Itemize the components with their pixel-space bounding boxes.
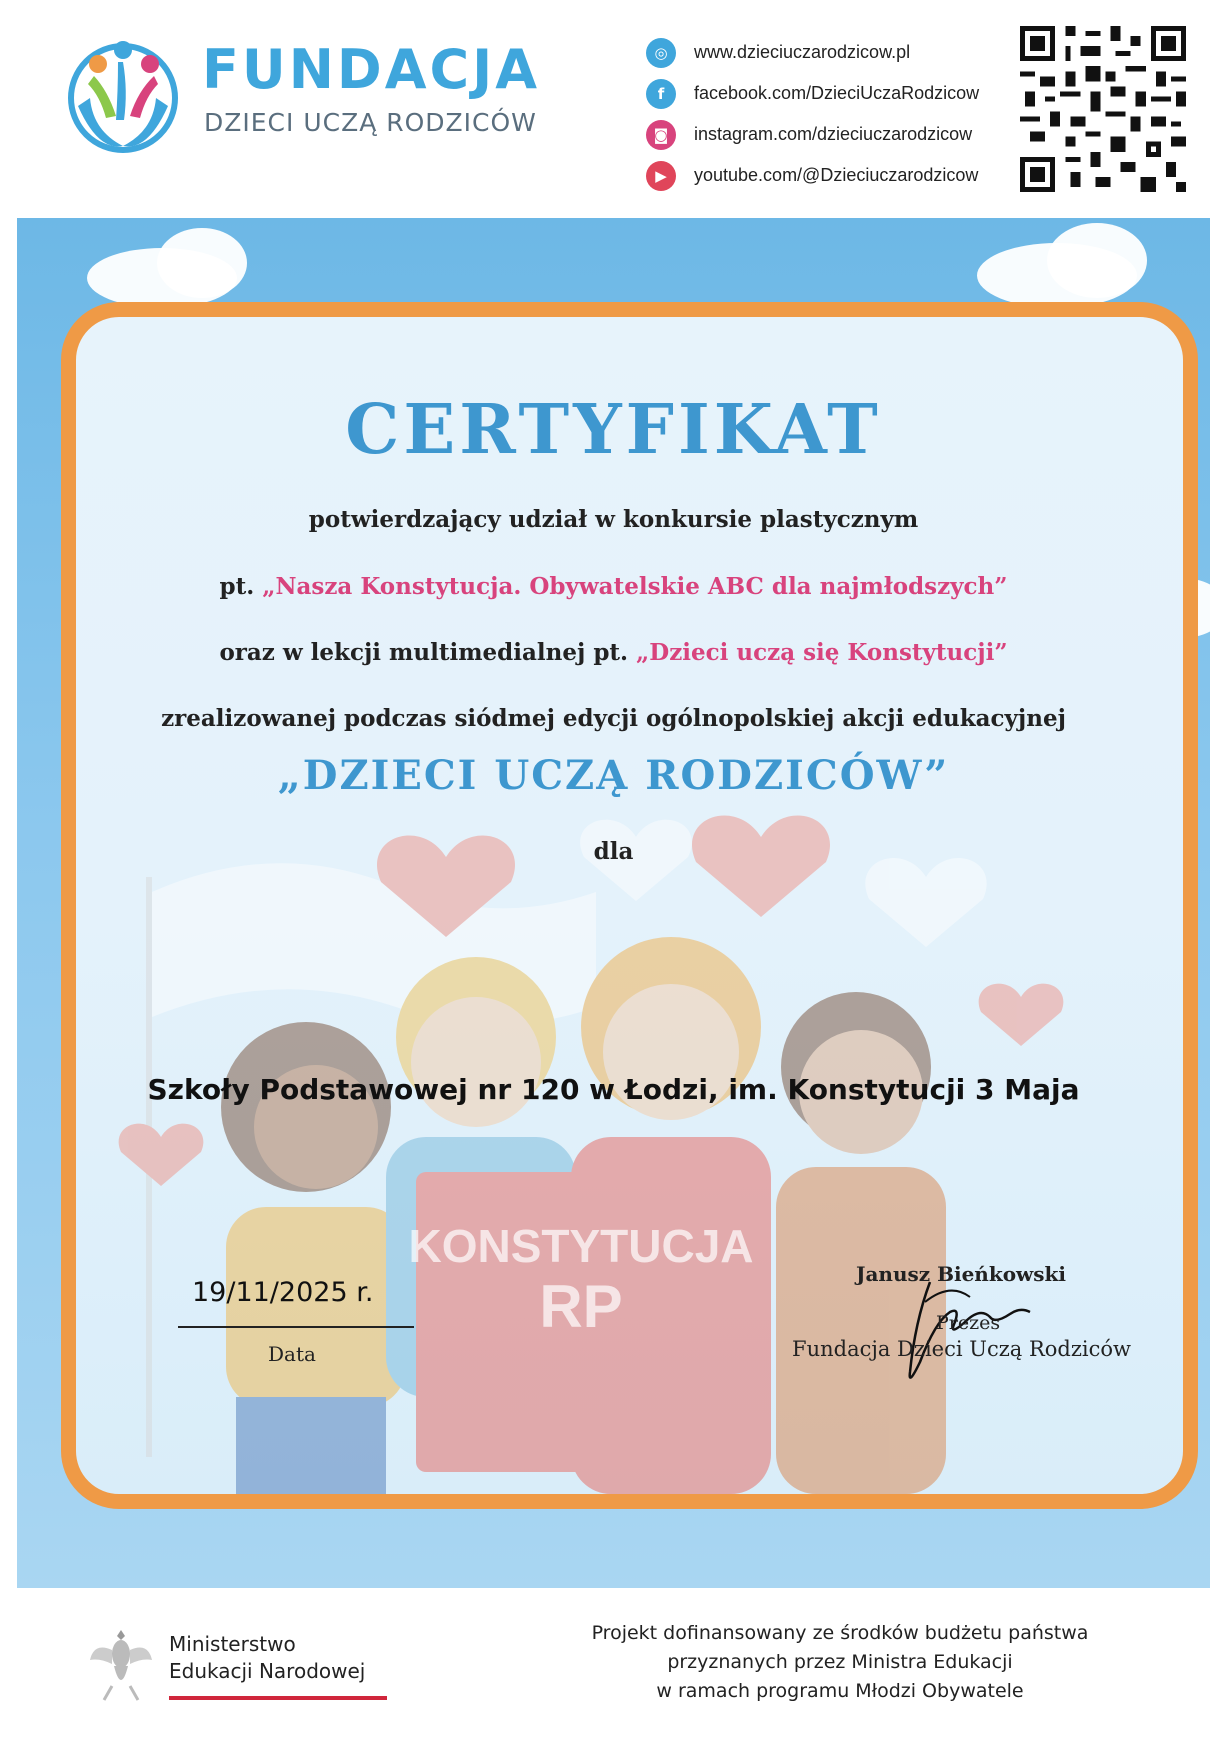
date-underline bbox=[178, 1326, 414, 1328]
ministry-name-line-2: Edukacji Narodowej bbox=[169, 1659, 366, 1683]
certificate-line-2 bbox=[0, 573, 1227, 600]
contact-facebook-text: facebook.com/DzieciUczaRodzicow bbox=[694, 83, 980, 103]
cloud bbox=[1047, 223, 1147, 298]
foundation-logo bbox=[58, 36, 188, 154]
contest-title: „Nasza Konstytucja. Obywatelskie ABC dla najmłodszych” bbox=[262, 573, 1008, 600]
facebook-icon: f bbox=[646, 79, 676, 109]
instagram-icon: ◙ bbox=[646, 120, 676, 150]
signer-name: Janusz Bieńkowski bbox=[856, 1262, 1066, 1286]
for-label: dla bbox=[593, 838, 634, 865]
contact-instagram[interactable] bbox=[646, 114, 979, 155]
book-title-line1: KONSTYTUCJA bbox=[408, 1220, 754, 1272]
ministry-name-line-1: Ministerstwo bbox=[169, 1632, 296, 1656]
campaign-name: „DZIECI UCZĄ RODZICÓW” bbox=[277, 752, 950, 799]
lesson-title: „Dzieci uczą się Konstytucji” bbox=[636, 639, 1008, 666]
line3-prefix: oraz w lekcji multimedialnej pt. bbox=[219, 639, 637, 666]
certificate-line-3 bbox=[0, 639, 1227, 666]
issue-date: 19/11/2025 r. bbox=[192, 1277, 374, 1308]
certificate-line-1: potwierdzający udział w konkursie plastycznym bbox=[308, 506, 919, 533]
book-title-line2: RP bbox=[539, 1273, 623, 1340]
globe-icon: ◎ bbox=[646, 38, 676, 68]
line2-prefix: pt. bbox=[219, 573, 263, 600]
signer-role: Prezes bbox=[936, 1312, 1001, 1334]
contact-list bbox=[646, 32, 979, 196]
project-note-line-2: przyznanych przez Ministra Edukacji bbox=[667, 1651, 1013, 1673]
recipient-name: Szkoły Podstawowej nr 120 w Łodzi, im. Konstytucji 3 Maja bbox=[147, 1073, 1080, 1106]
project-note-line-3: w ramach programu Młodzi Obywatele bbox=[656, 1680, 1024, 1702]
eagle-emblem-icon bbox=[88, 1624, 154, 1704]
header bbox=[0, 0, 1227, 218]
date-label: Data bbox=[268, 1342, 316, 1366]
qr-code[interactable] bbox=[1020, 26, 1186, 192]
brand-title: FUNDACJA bbox=[202, 38, 541, 101]
certificate-line-4: zrealizowanej podczas siódmej edycji ogólnopolskiej akcji edukacyjnej bbox=[161, 705, 1066, 732]
project-note-line-1: Projekt dofinansowany ze środków budżetu państwa bbox=[591, 1622, 1089, 1644]
contact-youtube[interactable] bbox=[646, 155, 979, 196]
signer-organization: Fundacja Dzieci Uczą Rodziców bbox=[792, 1337, 1132, 1361]
contact-website-text: www.dzieciuczarodzicow.pl bbox=[694, 42, 911, 62]
youtube-icon: ▶ bbox=[646, 161, 676, 191]
contact-instagram-text: instagram.com/dzieciuczarodzicow bbox=[694, 124, 973, 144]
cloud bbox=[157, 228, 247, 298]
brand-subtitle: DZIECI UCZĄ RODZICÓW bbox=[204, 108, 537, 137]
certificate-title: CERTYFIKAT bbox=[345, 390, 882, 470]
contact-facebook[interactable] bbox=[646, 73, 979, 114]
contact-youtube-text: youtube.com/@Dzieciuczarodzicow bbox=[694, 165, 979, 185]
contact-website[interactable] bbox=[646, 32, 979, 73]
ministry-flag-bar bbox=[169, 1696, 387, 1700]
